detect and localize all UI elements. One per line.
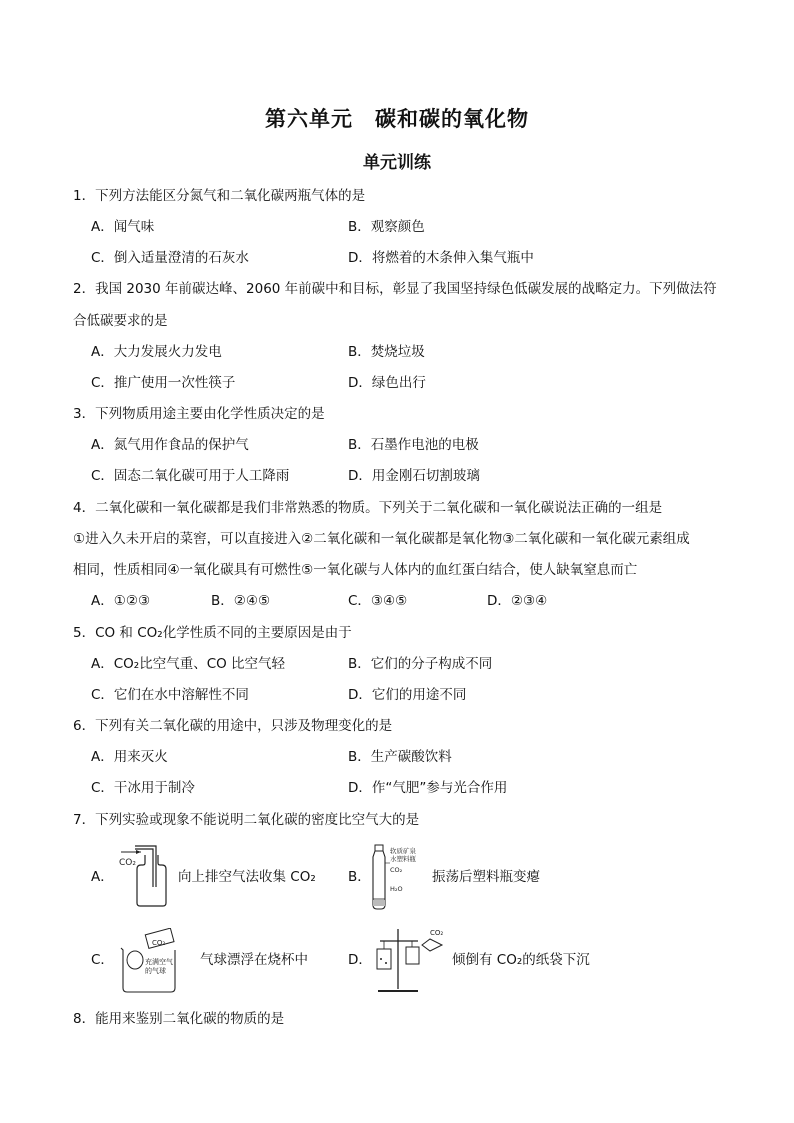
question-4-option-d: D．②③④ — [487, 593, 548, 609]
fig-d-co2-label: CO₂ — [430, 929, 444, 937]
question-1-option-b: B．观察颜色 — [348, 219, 425, 235]
question-5-option-c: C．它们在水中溶解性不同 — [91, 687, 249, 703]
question-6-option-d: D．作“气肥”参与光合作用 — [348, 780, 508, 796]
question-6-option-c: C．干冰用于制冷 — [91, 780, 195, 796]
question-8-stem: 8．能用来鉴别二氧化碳的物质的是 — [73, 1011, 285, 1027]
question-2-option-d: D．绿色出行 — [348, 375, 426, 391]
question-3-option-d: D．用金刚石切割玻璃 — [348, 468, 480, 484]
question-7-option-d-text: 倾倒有 CO₂的纸袋下沉 — [452, 952, 590, 968]
question-5-option-a: A．CO₂比空气重、CO 比空气轻 — [91, 656, 286, 672]
question-1-option-c: C．倒入适量澄清的石灰水 — [91, 250, 249, 266]
question-3-stem: 3．下列物质用途主要由化学性质决定的是 — [73, 406, 325, 422]
question-7-stem: 7．下列实验或现象不能说明二氧化碳的密度比空气大的是 — [73, 812, 420, 828]
question-4-stem-line2: ①进入久未开启的菜窖，可以直接进入②二氧化碳和一氧化碳都是氧化物③二氧化碳和一氧化碳元素组成 — [73, 531, 690, 547]
question-7-option-c-letter: C． — [91, 952, 114, 968]
page-subtitle: 单元训练 — [363, 153, 431, 173]
question-6-option-b: B．生产碳酸饮料 — [348, 749, 452, 765]
question-5-stem: 5．CO 和 CO₂化学性质不同的主要原因是由于 — [73, 625, 352, 641]
question-5-option-b: B．它们的分子构成不同 — [348, 656, 493, 672]
question-3-option-c: C．固态二氧化碳可用于人工降雨 — [91, 468, 290, 484]
fig-c-balloon-label-2: 的气球 — [145, 967, 166, 975]
question-3-option-a: A．氮气用作食品的保护气 — [91, 437, 249, 453]
question-2-option-c: C．推广使用一次性筷子 — [91, 375, 236, 391]
fig-b-label-3: CO₂ — [390, 866, 403, 874]
question-7-option-a-text: 向上排空气法收集 CO₂ — [178, 869, 316, 885]
question-4-option-b: B．②④⑤ — [211, 593, 271, 609]
question-1-option-d: D．将燃着的木条伸入集气瓶中 — [348, 250, 534, 266]
question-7-option-b-letter: B． — [348, 869, 371, 885]
question-5-option-d: D．它们的用途不同 — [348, 687, 467, 703]
plastic-bottle-diagram — [368, 843, 430, 913]
beaker-balloon-diagram — [115, 928, 197, 996]
question-2-option-a: A．大力发展火力发电 — [91, 344, 222, 360]
question-4-stem-line1: 4．二氧化碳和一氧化碳都是我们非常熟悉的物质。下列关于二氧化碳和一氧化碳说法正确的一组是 — [73, 500, 663, 516]
question-1-option-a: A．闻气味 — [91, 219, 155, 235]
question-4-option-a: A．①②③ — [91, 593, 151, 609]
fig-c-balloon-label-1: 充满空气 — [145, 958, 173, 966]
fig-b-label-1: 软质矿泉 — [390, 847, 416, 855]
question-2-option-b: B．焚烧垃圾 — [348, 344, 425, 360]
balance-paper-bag-diagram — [368, 925, 450, 997]
fig-b-label-2: 水塑料瓶 — [390, 855, 416, 863]
question-7-option-b-text: 振荡后塑料瓶变瘪 — [432, 869, 540, 885]
fig-a-co2-label: CO₂ — [119, 858, 136, 868]
fig-c-co2-label: CO₂ — [152, 939, 166, 947]
question-7-option-d-letter: D． — [348, 952, 372, 968]
gas-collection-bottle-diagram — [115, 843, 177, 909]
question-6-stem: 6．下列有关二氧化碳的用途中，只涉及物理变化的是 — [73, 718, 393, 734]
question-4-option-c: C．③④⑤ — [348, 593, 408, 609]
question-4-stem-line3: 相同，性质相同④一氧化碳具有可燃性⑤一氧化碳与人体内的血红蛋白结合，使人缺氧窒息而亡 — [73, 562, 638, 578]
question-6-option-a: A．用来灭火 — [91, 749, 168, 765]
question-7-option-c-text: 气球漂浮在烧杯中 — [200, 952, 308, 968]
fig-b-label-4: H₂O — [390, 885, 403, 893]
question-3-option-b: B．石墨作电池的电极 — [348, 437, 479, 453]
question-2-stem-line2: 合低碳要求的是 — [73, 313, 168, 329]
question-1-stem: 1．下列方法能区分氮气和二氧化碳两瓶气体的是 — [73, 188, 366, 204]
question-2-stem-line1: 2．我国 2030 年前碳达峰、2060 年前碳中和目标，彰显了我国坚持绿色低碳发展的战略定力。下列做法符 — [73, 281, 717, 297]
question-7-option-a-letter: A． — [91, 869, 114, 885]
page-title: 第六单元 碳和碳的氧化物 — [265, 106, 529, 131]
